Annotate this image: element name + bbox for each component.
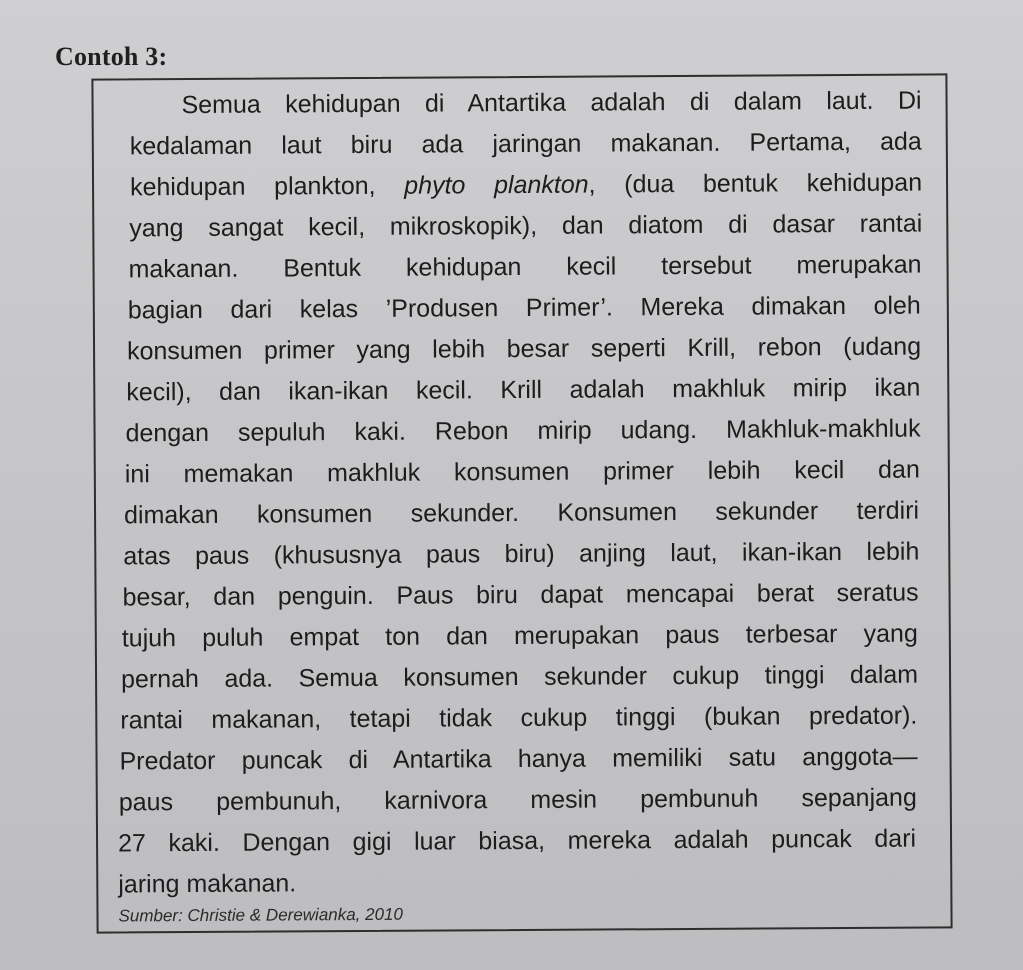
passage-line: yang sangat kecil, mikroskopik), dan diatom di dasar rantai (129, 209, 923, 243)
passage-line: tujuh puluh empat ton dan merupakan paus terbesar yang (121, 619, 918, 653)
passage-line: kedalaman laut biru ada jaringan makanan. Pertama, ada (129, 127, 922, 161)
passage-box (91, 73, 952, 933)
passage-line: atas paus (khususnya paus biru) anjing laut, ikan-ikan lebih (123, 537, 920, 571)
passage-line: besar, dan penguin. Paus biru dapat mencapai berat seratus (122, 578, 919, 612)
passage-line: makanan. Bentuk kehidupan kecil tersebut merupakan (128, 250, 922, 284)
source-citation: Sumber: Christie & Derewianka, 2010 (118, 904, 403, 926)
passage-line: paus pembunuh, karnivora mesin pembunuh sepanjang (118, 783, 917, 817)
passage-line: rantai makanan, tetapi tidak cukup tinggi (bukan predator). (120, 701, 918, 735)
passage-line: bagian dari kelas ’Produsen Primer’. Mereka dimakan oleh (127, 291, 921, 325)
passage-line: 27 kaki. Dengan gigi luar biasa, mereka adalah puncak dari (117, 824, 917, 858)
passage-line: kehidupan plankton, phyto plankton, (dua bentuk kehidupan (129, 168, 923, 202)
passage-line: kecil), dan ikan-ikan kecil. Krill adalah makhluk mirip ikan (126, 373, 921, 407)
passage-line: jaring makanan. (118, 869, 297, 899)
passage-line: Semua kehidupan di Antartika adalah di dalam laut. Di (181, 86, 922, 120)
passage-line: dengan sepuluh kaki. Rebon mirip udang. Makhluk-makhluk (125, 414, 921, 448)
passage-line: konsumen primer yang lebih besar seperti Krill, rebon (udang (126, 332, 922, 366)
passage-line: dimakan konsumen sekunder. Konsumen sekunder terdiri (123, 496, 920, 530)
passage-line: ini memakan makhluk konsumen primer lebih kecil dan (124, 455, 920, 489)
example-heading: Contoh 3: (55, 42, 168, 71)
italic-term: phyto plankton (404, 170, 589, 200)
passage-line: Predator puncak di Antartika hanya memiliki satu anggota— (119, 742, 918, 776)
passage-line: pernah ada. Semua konsumen sekunder cukup tinggi dalam (120, 660, 919, 694)
